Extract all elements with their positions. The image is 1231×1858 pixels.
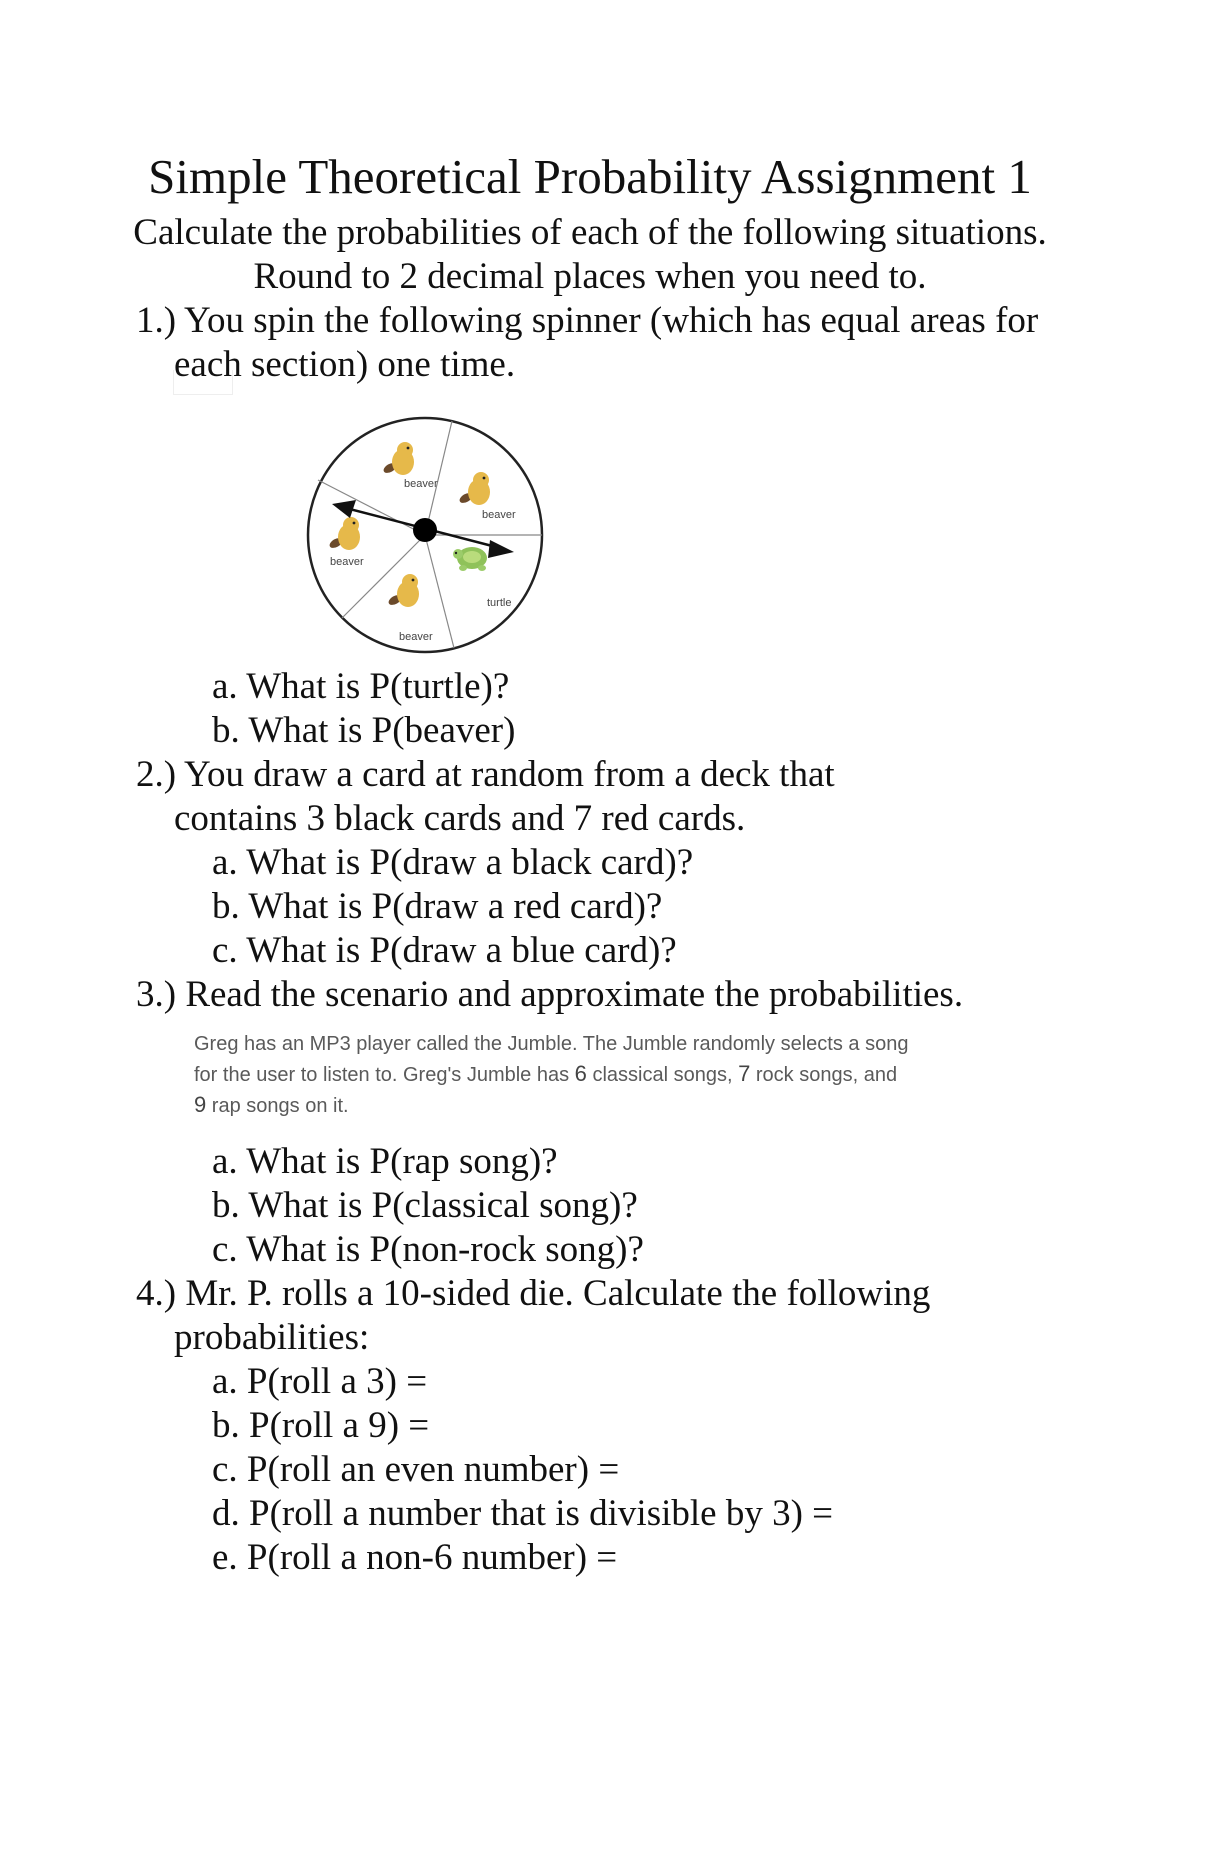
spinner-label-top: beaver bbox=[404, 478, 438, 490]
question-4-line-2: probabilities: bbox=[174, 1317, 370, 1358]
question-1-option-a: a. What is P(turtle)? bbox=[212, 666, 510, 707]
spinner-label-bottom: beaver bbox=[399, 631, 433, 643]
question-4-option-e: e. P(roll a non-6 number) = bbox=[212, 1537, 618, 1578]
question-4-option-c: c. P(roll an even number) = bbox=[212, 1449, 620, 1490]
page-title: Simple Theoretical Probability Assignment 1 bbox=[148, 149, 1032, 204]
question-2-line-1: 2.) You draw a card at random from a deck that bbox=[136, 754, 835, 795]
question-3-option-a: a. What is P(rap song)? bbox=[212, 1141, 558, 1182]
spinner-diagram bbox=[300, 410, 550, 660]
instruction-line-2: Round to 2 decimal places when you need to. bbox=[253, 256, 927, 297]
question-2-option-a: a. What is P(draw a black card)? bbox=[212, 842, 694, 883]
spinner-label-upper-right: beaver bbox=[482, 509, 516, 521]
spinner-label-left: beaver bbox=[330, 556, 364, 568]
question-1-line-1: 1.) You spin the following spinner (which has equal areas for bbox=[136, 300, 1039, 341]
faint-mark bbox=[173, 370, 233, 395]
question-1-line-2: each section) one time. bbox=[174, 344, 516, 385]
question-3-option-b: b. What is P(classical song)? bbox=[212, 1185, 638, 1226]
spinner-label-lower-right: turtle bbox=[487, 597, 512, 609]
question-4-line-1: 4.) Mr. P. rolls a 10-sided die. Calculate the following bbox=[136, 1273, 931, 1314]
question-2-option-c: c. What is P(draw a blue card)? bbox=[212, 930, 677, 971]
question-3-option-c: c. What is P(non-rock song)? bbox=[212, 1229, 644, 1270]
question-4-option-d: d. P(roll a number that is divisible by 3) = bbox=[212, 1493, 834, 1534]
question-2-option-b: b. What is P(draw a red card)? bbox=[212, 886, 663, 927]
question-2-line-2: contains 3 black cards and 7 red cards. bbox=[174, 798, 746, 839]
question-4-option-b: b. P(roll a 9) = bbox=[212, 1405, 430, 1446]
scenario-text: Greg has an MP3 player called the Jumble. The Jumble randomly selects a song for the user to listen to. Greg's Jumble has 6 classical songs, 7 rock songs, and 9 rap songs on it. bbox=[194, 1033, 909, 1117]
question-1-option-b: b. What is P(beaver) bbox=[212, 710, 516, 751]
question-3-line-1: 3.) Read the scenario and approximate the probabilities. bbox=[136, 974, 964, 1015]
question-4-option-a: a. P(roll a 3) = bbox=[212, 1361, 428, 1402]
instruction-line-1: Calculate the probabilities of each of the following situations. bbox=[133, 212, 1047, 253]
